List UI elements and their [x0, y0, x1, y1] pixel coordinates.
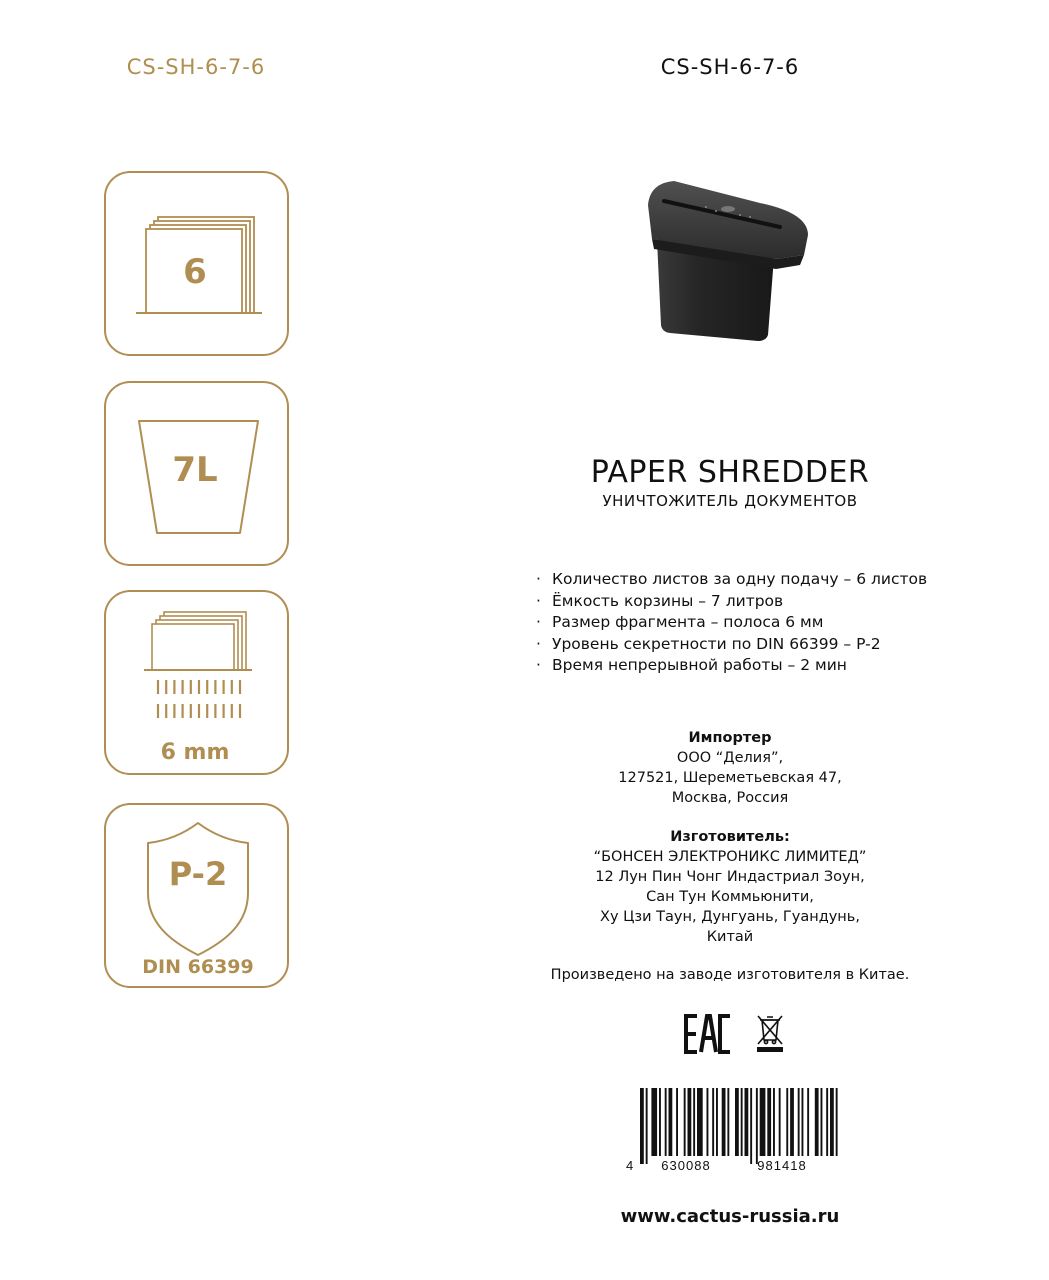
- manufacturer-heading: Изготовитель:: [670, 829, 790, 845]
- weee-bin-icon: [754, 1012, 786, 1054]
- barcode-bar: [712, 1088, 714, 1156]
- barcode-bar: [735, 1088, 739, 1156]
- security-value: P-2: [168, 855, 228, 893]
- product-title-en: PAPER SHREDDER: [590, 455, 870, 490]
- spec-list: [536, 569, 927, 677]
- made-in-note: Произведено на заводе изготовителя в Китае.: [550, 967, 910, 983]
- barcode-bar: [773, 1088, 775, 1156]
- barcode-bar: [807, 1088, 809, 1156]
- barcode-bar: [779, 1088, 781, 1156]
- barcode-first-digit: 4: [626, 1158, 634, 1173]
- barcode-bar: [716, 1088, 718, 1156]
- barcode-bar: [646, 1088, 648, 1164]
- barcode-bar: [727, 1088, 729, 1156]
- barcode-bar: [760, 1088, 766, 1156]
- barcode-bar: [786, 1088, 788, 1156]
- bin-value: 7L: [172, 450, 218, 490]
- security-caption: DIN 66399: [142, 956, 254, 978]
- barcode: [620, 1088, 850, 1178]
- barcode-bar: [669, 1088, 673, 1156]
- barcode-bar: [798, 1088, 800, 1156]
- barcode-bar: [722, 1088, 726, 1156]
- barcode-bar: [767, 1088, 771, 1156]
- manufacturer-line: Сан Тун Коммьюнити,: [646, 889, 814, 905]
- security-level-card: [104, 803, 289, 988]
- manufacturer-block: [535, 827, 925, 947]
- importer-line: Москва, Россия: [671, 790, 789, 806]
- importer-block: [535, 728, 925, 808]
- strip-size-card: [104, 590, 289, 775]
- sheets-value: 6: [183, 252, 207, 292]
- paper-stack-icon: [106, 173, 291, 358]
- barcode-bar: [665, 1088, 667, 1156]
- importer-line: 127521, Шереметьевская 47,: [618, 770, 842, 786]
- importer-line: ООО “Делия”,: [676, 750, 784, 766]
- importer-heading: Импортер: [688, 730, 772, 746]
- product-title-ru: УНИЧТОЖИТЕЛЬ ДОКУМЕНТОВ: [602, 492, 858, 510]
- barcode-bar: [707, 1088, 709, 1156]
- barcode-left-digits: 630088: [661, 1158, 711, 1173]
- website-link[interactable]: www.cactus-russia.ru: [620, 1206, 840, 1227]
- bin-icon: [106, 383, 291, 568]
- manufacturer-line: 12 Лун Пин Чонг Индастриал Зоун,: [595, 869, 865, 885]
- barcode-bar: [741, 1088, 743, 1156]
- strip-value: 6 mm: [160, 740, 230, 765]
- barcode-bar: [826, 1088, 828, 1156]
- spec-item: · Количество листов за одну подачу – 6 листов: [536, 570, 928, 588]
- barcode-bar: [830, 1088, 834, 1156]
- manufacturer-line: Китай: [706, 929, 754, 945]
- strip-cut-icon: [106, 592, 291, 777]
- shield-icon: [106, 805, 291, 990]
- barcode-bar: [836, 1088, 838, 1156]
- barcode-bar: [790, 1088, 794, 1156]
- barcode-bar: [693, 1088, 695, 1156]
- barcode-bar: [756, 1088, 758, 1164]
- barcode-bar: [688, 1088, 692, 1156]
- barcode-bar: [684, 1088, 686, 1156]
- model-number-right: CS-SH-6-7-6: [660, 55, 800, 79]
- barcode-bar: [802, 1088, 804, 1156]
- barcode-bar: [745, 1088, 749, 1156]
- model-number-left: CS-SH-6-7-6: [126, 55, 266, 79]
- barcode-bar: [651, 1088, 657, 1156]
- barcode-bar: [821, 1088, 823, 1156]
- spec-item: · Ёмкость корзины – 7 литров: [536, 591, 784, 610]
- manufacturer-line: “БОНСЕН ЭЛЕКТРОНИКС ЛИМИТЕД”: [593, 849, 867, 865]
- bin-capacity-card: [104, 381, 289, 566]
- barcode-bar: [815, 1088, 819, 1156]
- barcode-bar: [697, 1088, 703, 1156]
- eac-mark-icon: [684, 1014, 732, 1054]
- sheets-capacity-card: [104, 171, 289, 356]
- spec-item: · Уровень секретности по DIN 66399 – P-2: [536, 634, 881, 653]
- barcode-bar: [640, 1088, 644, 1164]
- barcode-bar: [659, 1088, 661, 1156]
- barcode-bar: [676, 1088, 678, 1156]
- spec-item: · Время непрерывной работы – 2 мин: [536, 656, 847, 675]
- barcode-right-digits: 981418: [757, 1158, 807, 1173]
- spec-item: · Размер фрагмента – полоса 6 мм: [536, 613, 824, 632]
- shredder-product-image: [640, 175, 815, 345]
- manufacturer-line: Ху Цзи Таун, Дунгуань, Гуандунь,: [600, 909, 860, 925]
- barcode-bar: [750, 1088, 752, 1164]
